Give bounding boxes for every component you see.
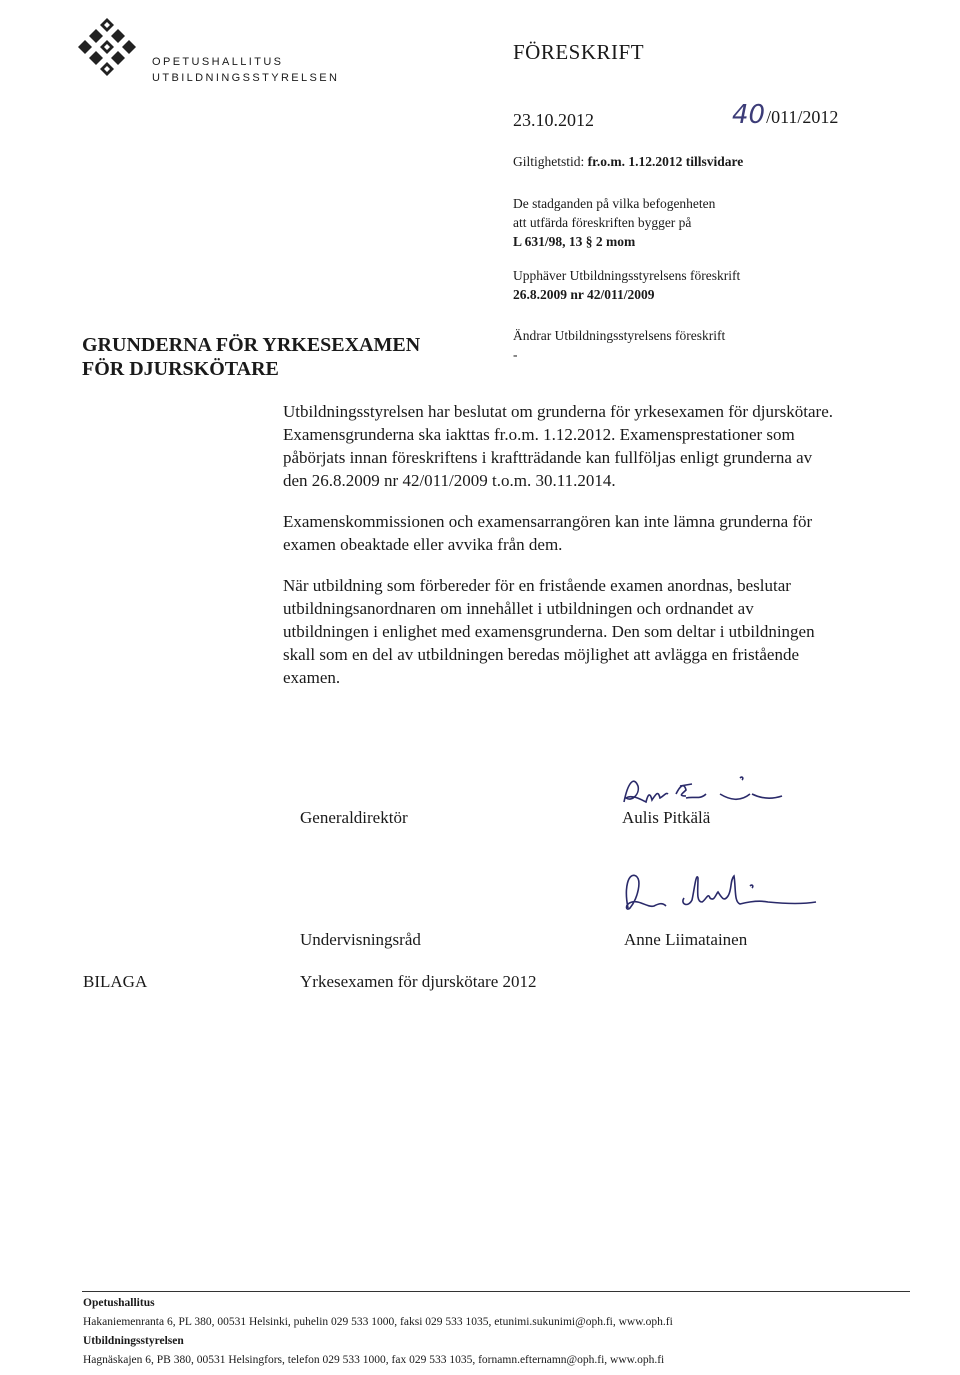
authority-line: L 631/98, 13 § 2 mom bbox=[513, 234, 636, 249]
org-name bbox=[152, 54, 339, 86]
footer-divider bbox=[82, 1291, 910, 1292]
footer-address-sv: Hagnäskajen 6, PB 380, 00531 Helsingfors, telefon 029 533 1000, fax 029 533 1035, fornamn.efternamn@oph.fi, www.oph.fi bbox=[83, 1354, 665, 1366]
document-number bbox=[732, 100, 838, 130]
paragraph-1 bbox=[283, 400, 893, 492]
amends-line: - bbox=[513, 347, 518, 362]
footer-address-fi: Hakaniemenranta 6, PL 380, 00531 Helsinki, puhelin 029 533 1000, faksi 029 533 1035, etunimi.sukunimi@oph.fi, www.oph.fi bbox=[83, 1316, 673, 1328]
document-number-suffix: /011/2012 bbox=[766, 107, 839, 127]
body-line: påbörjats innan föreskriftens i kraftträdande kan fullföljas enligt grunderna av bbox=[283, 448, 813, 467]
footer-org-sv-name: Utbildningsstyrelsen bbox=[83, 1335, 184, 1347]
paragraph-3 bbox=[283, 574, 893, 689]
repeals-line: Upphäver Utbildningsstyrelsens föreskrift bbox=[513, 268, 741, 283]
validity bbox=[513, 152, 743, 171]
page-title bbox=[82, 333, 420, 381]
footer-org-fi bbox=[83, 1294, 673, 1313]
attachment-value: Yrkesexamen för djurskötare 2012 bbox=[300, 972, 537, 991]
repeals-line: 26.8.2009 nr 42/011/2009 bbox=[513, 287, 655, 302]
authority bbox=[513, 194, 715, 251]
body-line: Examensgrunderna ska iakttas fr.o.m. 1.12.2012. Examensprestationer som bbox=[283, 425, 795, 444]
body-line: examen obeaktade eller avvika från dem. bbox=[283, 535, 563, 554]
signature-aulis-pitkala bbox=[620, 772, 790, 812]
signer-2-role: Undervisningsråd bbox=[300, 930, 421, 949]
repeals bbox=[513, 266, 740, 304]
oph-logo-icon bbox=[78, 18, 136, 76]
org-name-fi: OPETUSHALLITUS bbox=[152, 56, 284, 68]
attachment-label: BILAGA bbox=[83, 972, 148, 991]
signature-anne-liimatainen bbox=[618, 868, 818, 918]
body-line: examen. bbox=[283, 668, 341, 687]
body-line: skall som en del av utbildningen beredas möjlighet att avlägga en fristående bbox=[283, 645, 799, 664]
paragraph-2 bbox=[283, 510, 893, 556]
body-line: utbildningsanordnaren om innehållet i utbildningen och ordnandet av bbox=[283, 599, 754, 618]
amends bbox=[513, 326, 725, 364]
handwritten-number: 40 bbox=[732, 100, 766, 130]
validity-label: Giltighetstid: bbox=[513, 154, 588, 169]
signer-1-role: Generaldirektör bbox=[300, 808, 408, 827]
footer-org-fi-name: Opetushallitus bbox=[83, 1297, 155, 1309]
signer-1-name: Aulis Pitkälä bbox=[622, 808, 711, 827]
body-line: När utbildning som förbereder för en fristående examen anordnas, beslutar bbox=[283, 576, 791, 595]
validity-value: fr.o.m. 1.12.2012 tillsvidare bbox=[587, 154, 744, 169]
org-name-sv: UTBILDNINGSSTYRELSEN bbox=[152, 72, 340, 84]
authority-line: De stadganden på vilka befogenheten bbox=[513, 196, 716, 211]
title-line: FÖR DJURSKÖTARE bbox=[82, 358, 279, 380]
signer-2-name: Anne Liimatainen bbox=[624, 930, 748, 949]
amends-line: Ändrar Utbildningsstyrelsens föreskrift bbox=[513, 328, 726, 343]
body-line: Utbildningsstyrelsen har beslutat om grunderna för yrkesexamen för djurskötare. bbox=[283, 402, 833, 421]
footer-org-sv bbox=[83, 1332, 673, 1351]
document-date: 23.10.2012 bbox=[513, 110, 594, 130]
footer bbox=[83, 1294, 673, 1370]
authority-line: att utfärda föreskriften bygger på bbox=[513, 215, 692, 230]
body-line: den 26.8.2009 nr 42/011/2009 t.o.m. 30.11.2014. bbox=[283, 471, 616, 490]
body-line: Examenskommissionen och examensarrangören kan inte lämna grunderna för bbox=[283, 512, 813, 531]
document-type: FÖRESKRIFT bbox=[513, 40, 645, 64]
title-line: GRUNDERNA FÖR YRKESEXAMEN bbox=[82, 334, 421, 356]
body-line: utbildningen i enlighet med examensgrunderna. Den som deltar i utbildningen bbox=[283, 622, 815, 641]
